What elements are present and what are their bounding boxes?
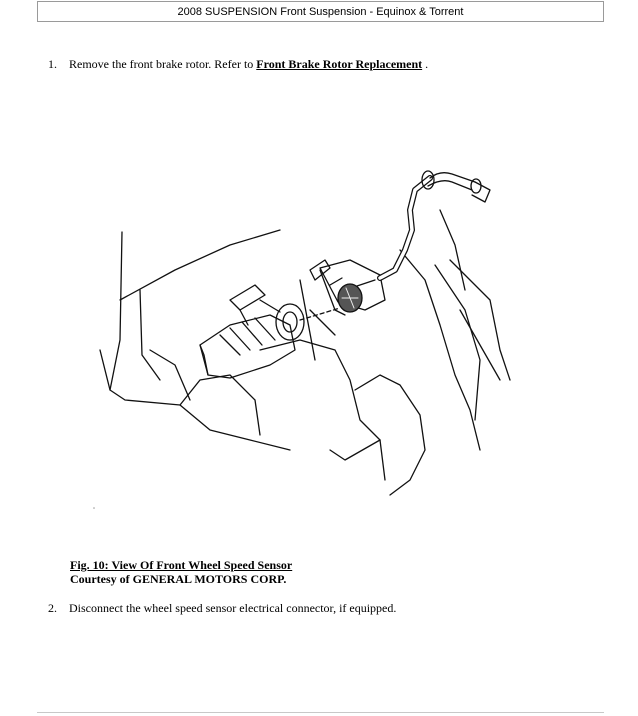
step-1: [48, 57, 428, 71]
step-2: [48, 601, 396, 615]
figure-caption: [70, 558, 292, 586]
figure-title: Fig. 10: View Of Front Wheel Speed Sensor: [70, 558, 293, 572]
page-header: [37, 1, 604, 22]
step-1-text: Remove the front brake rotor. Refer to: [69, 57, 257, 71]
step-2-text: Disconnect the wheel speed sensor electrical connector, if equipped.: [69, 601, 397, 615]
step-1-number: 1.: [48, 57, 57, 71]
step-1-suffix: .: [422, 57, 429, 71]
wheel-speed-sensor-illustration: [80, 150, 520, 530]
front-brake-rotor-replacement-link[interactable]: Front Brake Rotor Replacement: [256, 57, 423, 71]
footer-divider: [37, 712, 604, 713]
step-2-number: 2.: [48, 601, 57, 615]
page-header-title: 2008 SUSPENSION Front Suspension - Equinox & Torrent: [177, 5, 464, 18]
figure-credit: Courtesy of GENERAL MOTORS CORP.: [70, 572, 287, 586]
